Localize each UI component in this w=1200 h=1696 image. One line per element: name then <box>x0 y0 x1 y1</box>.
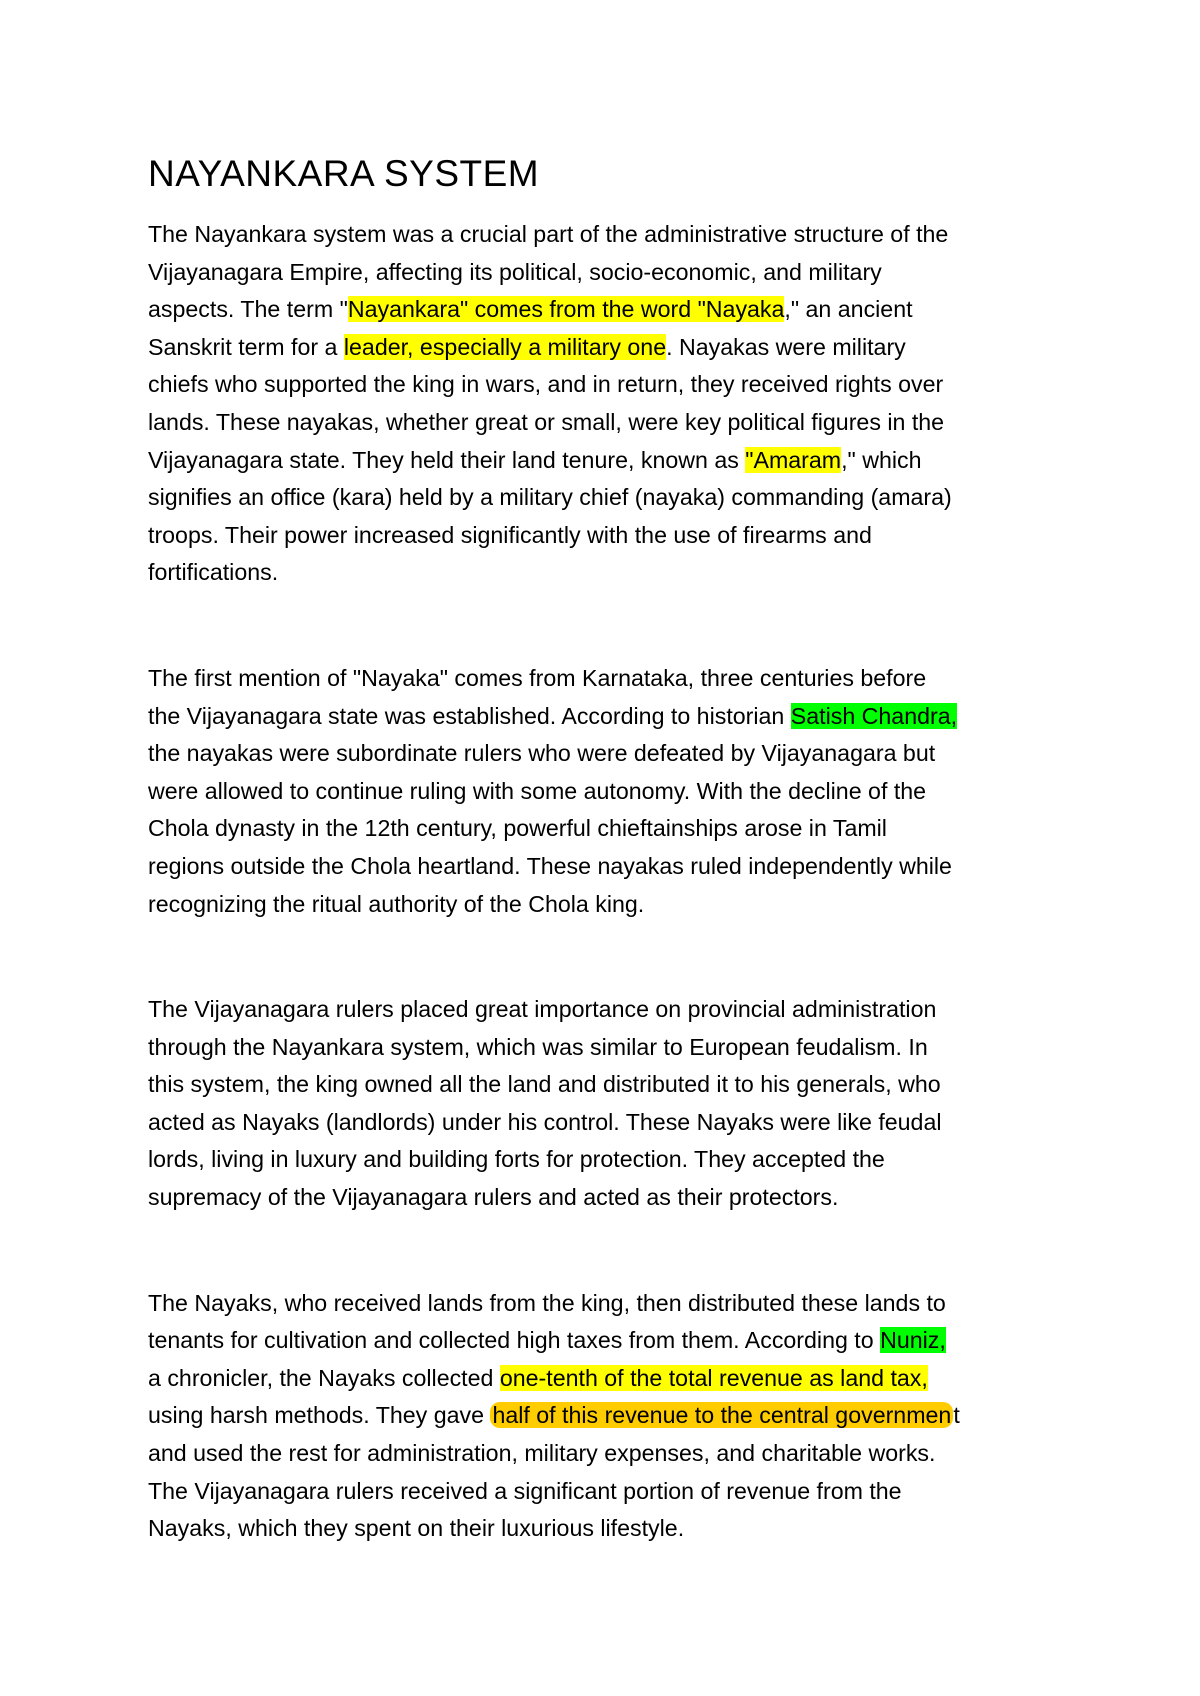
text-run: aspects. The term " <box>148 296 348 323</box>
text-line: The first mention of "Nayaka" comes from Karnataka, three centuries before <box>148 664 927 691</box>
highlight-yellow: "Amaram <box>745 446 842 473</box>
text-line <box>148 1322 1078 1360</box>
text-line: signifies an office (kara) held by a military chief (nayaka) commanding (amara) <box>148 484 952 511</box>
text-run: t <box>953 1402 960 1429</box>
text-line: The Vijayanagara rulers placed great importance on provincial administration <box>148 996 937 1023</box>
highlight-orange: half of this revenue to the central governmen <box>492 1402 952 1429</box>
text-line: The Nayankara system was a crucial part of the administrative structure of the <box>148 221 949 247</box>
text-line: The Vijayanagara rulers received a significant portion of revenue from the <box>148 1477 902 1504</box>
text-line: chiefs who supported the king in wars, and in return, they received rights over <box>148 371 944 398</box>
text-run: the Vijayanagara state was established. According to historian <box>148 702 791 729</box>
text-line: lords, living in luxury and building forts for protection. They accepted the <box>148 1146 885 1173</box>
text-run: tenants for cultivation and collected high taxes from them. According to <box>148 1327 881 1354</box>
text-run: Vijayanagara state. They held their land tenure, known as <box>148 446 746 473</box>
paragraph-spacer <box>148 1217 1078 1285</box>
text-line: and used the rest for administration, military expenses, and charitable works. <box>148 1440 936 1467</box>
text-run: . Nayakas were military <box>666 333 906 360</box>
text-run: Sanskrit term for a <box>148 333 344 360</box>
text-run: a chronicler, the Nayaks collected <box>148 1364 500 1391</box>
paragraph-spacer <box>148 923 1078 991</box>
text-line: through the Nayankara system, which was similar to European feudalism. In <box>148 1033 928 1060</box>
highlight-green: Nuniz, <box>880 1327 946 1354</box>
text-line: Chola dynasty in the 12th century, powerful chieftainships arose in Tamil <box>148 815 887 842</box>
text-line <box>148 1360 1078 1398</box>
paragraph-3 <box>148 991 1078 1217</box>
document-page <box>148 150 1078 1548</box>
text-line: Nayaks, which they spent on their luxurious lifestyle. <box>148 1515 685 1542</box>
highlight-yellow: one-tenth of the total revenue as land tax, <box>499 1364 928 1391</box>
text-line <box>148 698 1078 736</box>
highlight-green: Satish Chandra, <box>790 702 958 729</box>
highlight-yellow: Nayankara" comes from the word "Nayaka <box>347 296 785 323</box>
paragraph-1 <box>148 216 1078 592</box>
text-line <box>148 329 1078 367</box>
text-line <box>148 291 1078 329</box>
paragraph-2 <box>148 660 1078 923</box>
text-line: Vijayanagara Empire, affecting its political, socio-economic, and military <box>148 258 882 285</box>
text-line: the nayakas were subordinate rulers who were defeated by Vijayanagara but <box>148 740 936 767</box>
text-line <box>148 1397 1078 1435</box>
text-line: this system, the king owned all the land and distributed it to his generals, who <box>148 1071 941 1098</box>
text-line: regions outside the Chola heartland. These nayakas ruled independently while <box>148 852 952 879</box>
text-line: troops. Their power increased significantly with the use of firearms and <box>148 521 872 548</box>
text-run: ," which <box>841 446 922 473</box>
text-line: fortifications. <box>148 559 279 586</box>
paragraph-spacer <box>148 592 1078 660</box>
text-line <box>148 442 1078 480</box>
text-line: lands. These nayakas, whether great or small, were key political figures in the <box>148 408 945 435</box>
text-line: The Nayaks, who received lands from the king, then distributed these lands to <box>148 1289 946 1316</box>
document-title: NAYANKARA SYSTEM <box>148 153 540 194</box>
text-run: using harsh methods. They gave <box>148 1402 491 1429</box>
highlight-yellow: leader, especially a military one <box>343 333 667 360</box>
text-line: recognizing the ritual authority of the Chola king. <box>148 890 645 917</box>
text-line: supremacy of the Vijayanagara rulers and acted as their protectors. <box>148 1184 839 1211</box>
text-line: were allowed to continue ruling with some autonomy. With the decline of the <box>148 777 927 804</box>
paragraph-4 <box>148 1285 1078 1548</box>
text-line: acted as Nayaks (landlords) under his control. These Nayaks were like feudal <box>148 1108 942 1135</box>
text-run: ," an ancient <box>784 296 913 323</box>
